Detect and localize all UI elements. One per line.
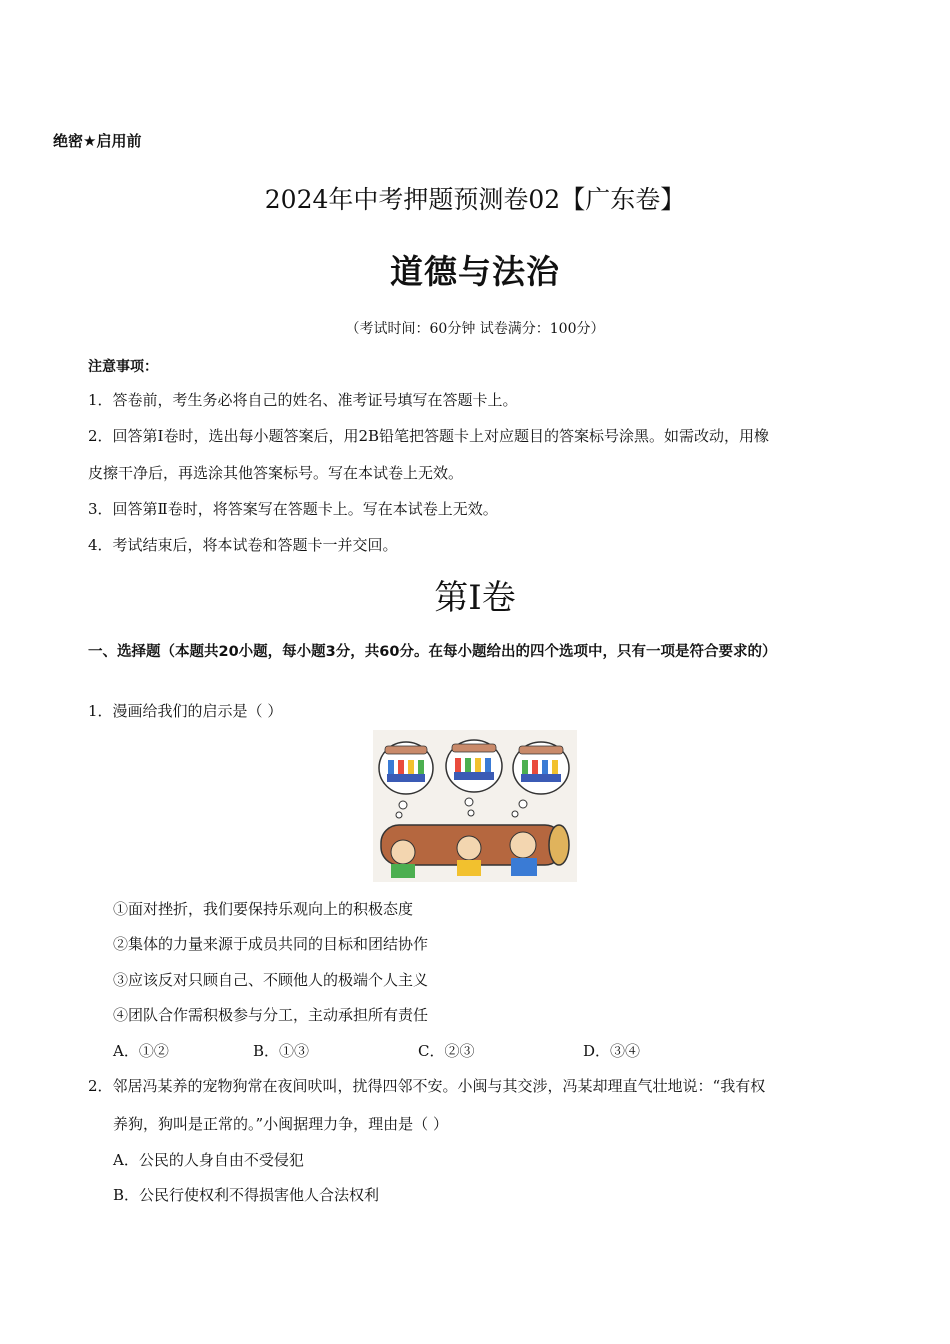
section-title: 第Ⅰ卷 [434,578,516,618]
question-2-stem: 2．邻居冯某养的宠物狗常在夜间吠叫，扰得四邻不安。小闽与其交涉，冯某却理直气壮地说：“我有权 [88,1077,766,1095]
notes-heading: 注意事项： [88,359,158,375]
note-item: 皮擦干净后，再选涂其他答案标号。写在本试卷上无效。 [88,464,464,482]
statement-item: ④团队合作需积极参与分工，主动承担所有责任 [113,1006,429,1024]
thought-bubble [513,742,569,794]
option-b: B．①③ [253,1042,310,1060]
note-item: 4．考试结束后，将本试卷和答题卡一并交回。 [88,536,398,554]
exam-title: 2024年中考押题预测卷02【广东卷】 [264,185,686,214]
note-item: 2．回答第Ⅰ卷时，选出每小题答案后，用2B铅笔把答题卡上对应题目的答案标号涂黑。如需改动，用橡 [88,427,770,445]
thought-bubble [379,742,433,794]
statement-item: ①面对挫折，我们要保持乐观向上的积极态度 [113,900,414,918]
option-a: A．公民的人身自由不受侵犯 [113,1151,304,1169]
section-instruction: 一、选择题（本题共20小题，每小题3分，共60分。在每小题给出的四个选项中，只有一项是符合要求的） [88,644,777,660]
note-item: 3．回答第Ⅱ卷时，将答案写在答题卡上。写在本试卷上无效。 [88,500,498,518]
option-a: A．①② [113,1042,169,1060]
subject-title: 道德与法治 [390,252,560,291]
option-b: B．公民行使权利不得损害他人合法权利 [113,1186,380,1204]
option-d: D．③④ [583,1042,641,1060]
thought-bubble [446,740,502,792]
exam-info: （考试时间：60分钟 试卷满分：100分） [345,321,605,337]
confidential-mark: 绝密★启用前 [53,132,142,150]
statement-item: ②集体的力量来源于成员共同的目标和团结协作 [113,935,429,953]
question-2-stem-continued: 养狗，狗叫是正常的。”小闽据理力争，理由是（ ） [113,1115,448,1133]
statement-item: ③应该反对只顾自己、不顾他人的极端个人主义 [113,971,429,989]
teamwork-cartoon-image [373,730,577,882]
option-c: C．②③ [418,1042,475,1060]
question-1-stem: 1．漫画给我们的启示是（ ） [88,702,283,720]
note-item: 1．答卷前，考生务必将自己的姓名、准考证号填写在答题卡上。 [88,391,518,409]
